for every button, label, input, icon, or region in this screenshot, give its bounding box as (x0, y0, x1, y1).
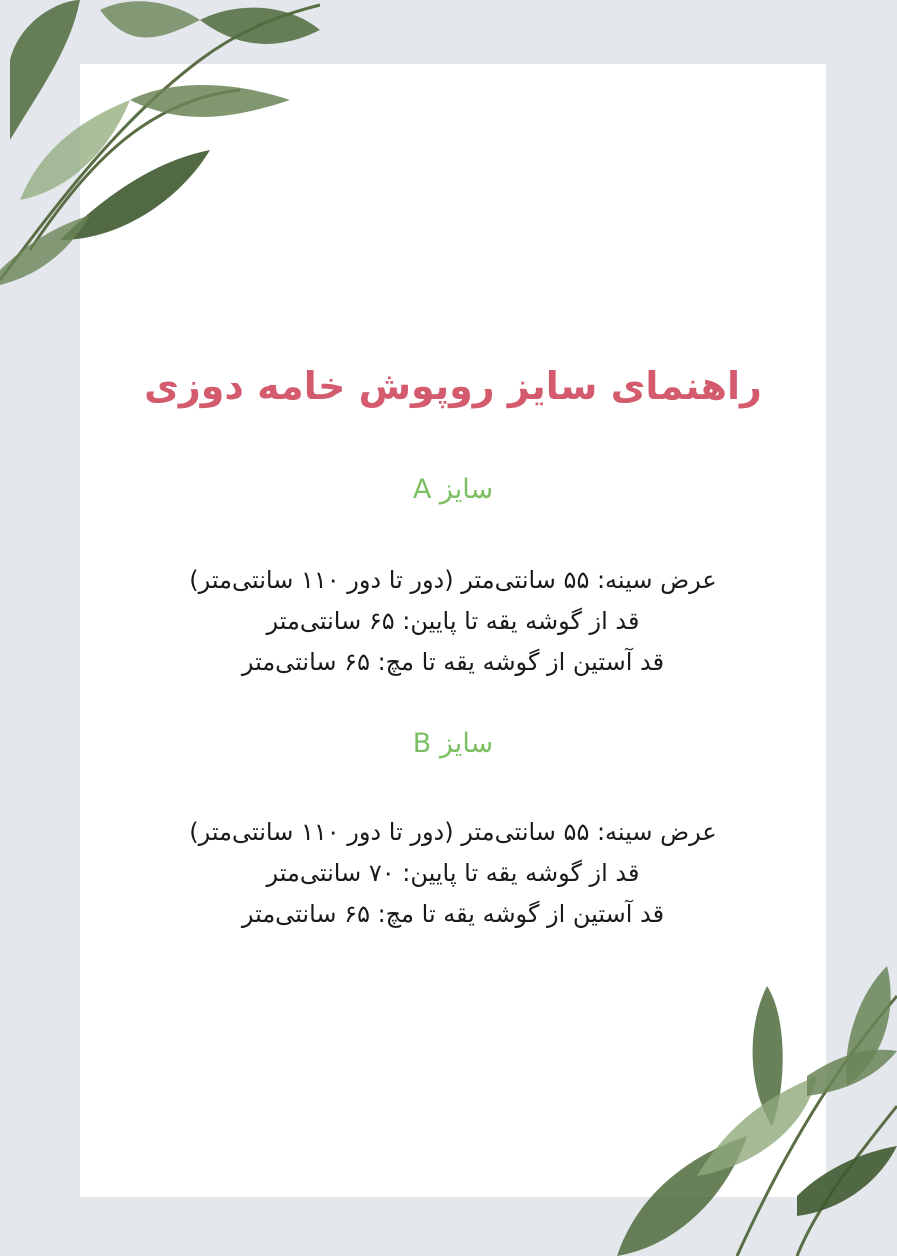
leaves-bottom-right-icon (597, 956, 897, 1256)
size-b-details (80, 812, 826, 935)
size-a-heading: سایز A (412, 474, 494, 505)
size-b-length: قد از گوشه یقه تا پایین: ۷۰ سانتی‌متر (266, 859, 640, 887)
size-a-length: قد از گوشه یقه تا پایین: ۶۵ سانتی‌متر (266, 607, 640, 635)
size-a-sleeve-length: قد آستین از گوشه یقه تا مچ: ۶۵ سانتی‌متر (241, 648, 665, 676)
leaves-top-left-icon (0, 0, 340, 300)
size-b-sleeve-length: قد آستین از گوشه یقه تا مچ: ۶۵ سانتی‌متر (241, 900, 665, 928)
size-b-chest-width: عرض سینه: ۵۵ سانتی‌متر (دور تا دور ۱۱۰ سانتی‌متر) (189, 818, 717, 846)
size-b-heading: سایز B (412, 728, 494, 759)
size-a-details (80, 560, 826, 683)
size-a-chest-width: عرض سینه: ۵۵ سانتی‌متر (دور تا دور ۱۱۰ سانتی‌متر) (189, 566, 717, 594)
page-title: راهنمای سایز روپوش خامه دوزی (144, 364, 762, 408)
